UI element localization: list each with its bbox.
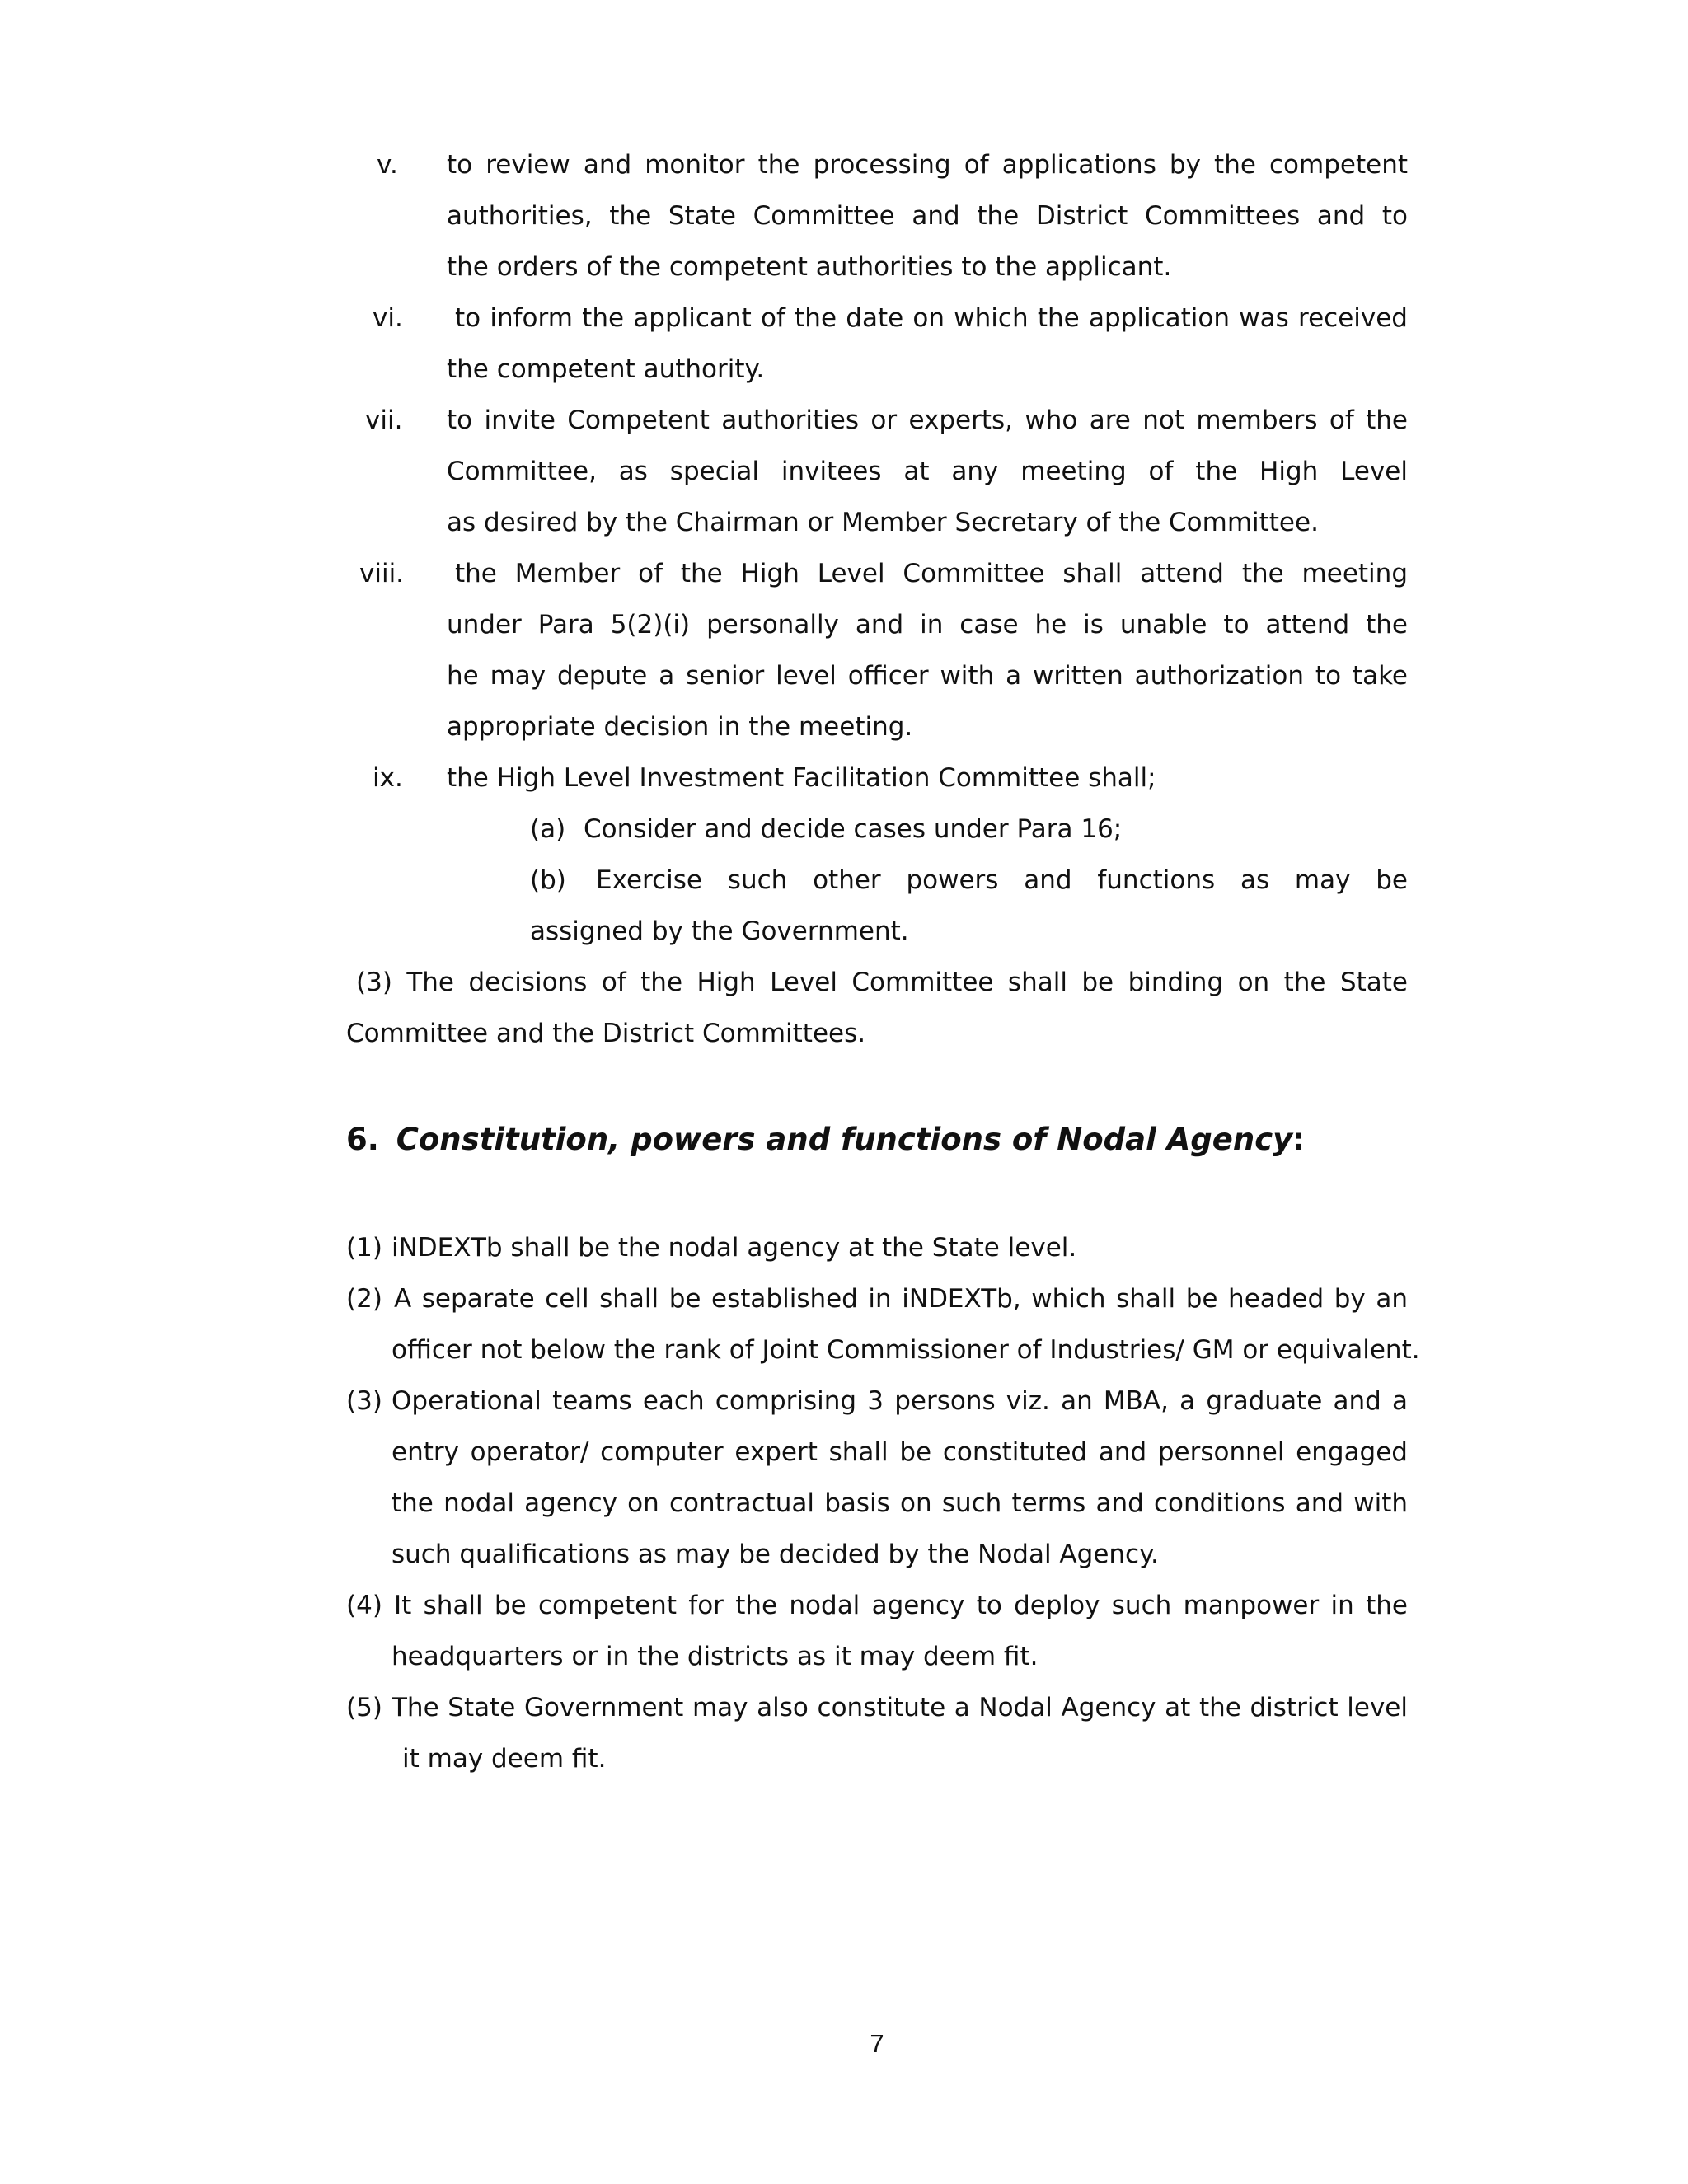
nodal-3-line-2: entry operator/ computer expert shall be constituted and personnel engaged <box>392 1437 1408 1467</box>
item-ix-line-1: the High Level Investment Facilitation Committee shall; <box>447 763 1156 793</box>
item-v-line-2: authorities, the State Committee and the District Committees and to <box>447 201 1408 231</box>
nodal-3-line-3: the nodal agency on contractual basis on such terms and conditions and with <box>392 1488 1408 1518</box>
nodal-label-3: (3) <box>346 1386 382 1416</box>
item-number-viii: viii. <box>359 559 405 588</box>
nodal-5-line-1: The State Government may also constitute a Nodal Agency at the district level <box>392 1693 1408 1722</box>
para3-line-2: Committee and the District Committees. <box>346 1019 866 1048</box>
para3-line-1: (3) The decisions of the High Level Committee shall be binding on the State <box>356 968 1408 997</box>
nodal-label-1: (1) <box>346 1233 382 1263</box>
item-v-line-1: to review and monitor the processing of applications by the competent <box>447 150 1408 180</box>
item-viii-line-3: he may depute a senior level officer with a written authorization to take <box>447 661 1408 691</box>
item-number-vii: vii. <box>365 405 403 435</box>
nodal-3-line-4: such qualifications as may be decided by the Nodal Agency. <box>392 1540 1159 1569</box>
item-vii-line-2: Committee, as special invitees at any meeting of the High Level <box>447 457 1408 486</box>
nodal-5-line-2: it may deem fit. <box>402 1744 607 1774</box>
section-colon: : <box>1292 1122 1306 1157</box>
item-viii-line-1: the Member of the High Level Committee shall attend the meeting <box>455 559 1408 588</box>
section-title: Constitution, powers and functions of Nodal Agency <box>396 1122 1293 1157</box>
nodal-2-line-2: officer not below the rank of Joint Commissioner of Industries/ GM or equivalent. <box>392 1335 1420 1365</box>
nodal-4-line-1: It shall be competent for the nodal agency to deploy such manpower in the <box>394 1591 1408 1620</box>
item-viii-line-2: under Para 5(2)(i) personally and in case he is unable to attend the <box>447 610 1408 640</box>
item-vi-line-2: the competent authority. <box>447 354 765 384</box>
subitem-b-line-2: assigned by the Government. <box>530 916 909 946</box>
item-v-line-3: the orders of the competent authorities to the applicant. <box>447 252 1172 282</box>
nodal-2-line-1: A separate cell shall be established in iNDEXTb, which shall be headed by an <box>394 1284 1408 1314</box>
section-6-heading <box>346 1119 1305 1160</box>
subitem-label-a: (a) <box>530 814 566 844</box>
item-vii-line-1: to invite Competent authorities or experts, who are not members of the <box>447 405 1408 435</box>
subitem-label-b: (b) <box>530 865 566 895</box>
nodal-label-2: (2) <box>346 1284 382 1314</box>
nodal-label-4: (4) <box>346 1591 382 1620</box>
page-number: 7 <box>870 2029 884 2058</box>
item-number-ix: ix. <box>373 763 403 793</box>
subitem-a-line-1: Consider and decide cases under Para 16; <box>584 814 1123 844</box>
item-number-v: v. <box>377 150 398 180</box>
item-vii-line-3: as desired by the Chairman or Member Secretary of the Committee. <box>447 508 1319 537</box>
item-number-vi: vi. <box>373 303 403 333</box>
nodal-1-line-1: iNDEXTb shall be the nodal agency at the State level. <box>392 1233 1077 1263</box>
item-viii-line-4: appropriate decision in the meeting. <box>447 712 913 742</box>
nodal-label-5: (5) <box>346 1693 382 1722</box>
subitem-b-line-1: Exercise such other powers and functions as may be <box>596 865 1408 895</box>
section-number: 6. <box>346 1122 379 1157</box>
item-vi-line-1: to inform the applicant of the date on which the application was received <box>455 303 1408 333</box>
nodal-3-line-1: Operational teams each comprising 3 persons viz. an MBA, a graduate and a <box>392 1386 1408 1416</box>
nodal-4-line-2: headquarters or in the districts as it may deem fit. <box>392 1642 1039 1671</box>
